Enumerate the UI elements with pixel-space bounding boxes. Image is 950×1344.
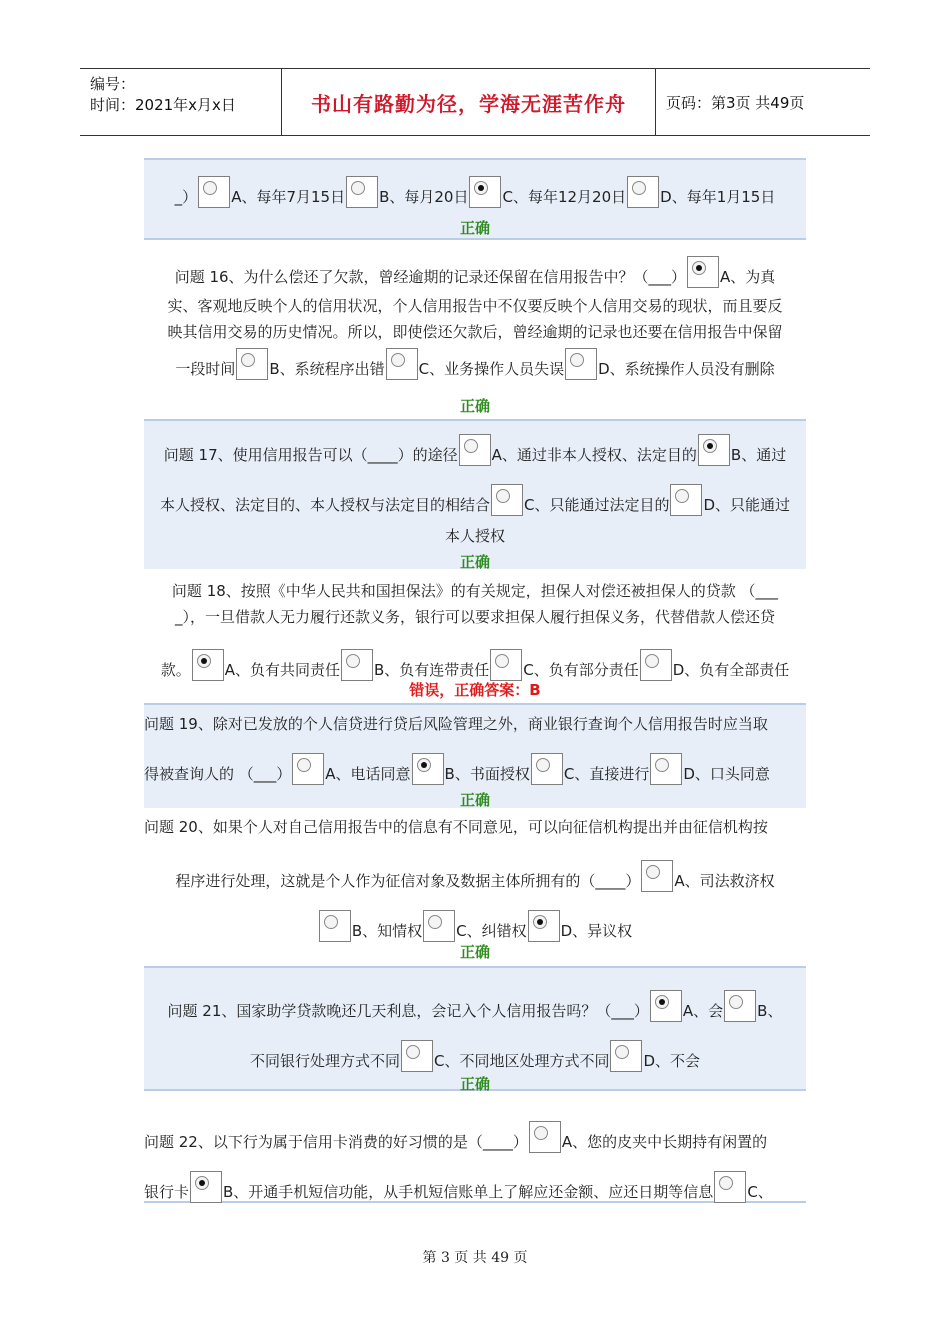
q16-option-b: B、系统程序出错 — [269, 360, 385, 378]
radio-q15-d[interactable] — [627, 176, 659, 208]
radio-q19-b[interactable] — [412, 753, 444, 785]
q15-option-c: C、每年12月20日 — [502, 188, 627, 206]
radio-q20-b[interactable] — [319, 910, 351, 942]
q21-line-2-text: 不同银行处理方式不同 — [249, 1052, 400, 1070]
q19-line-2-text: 得被查询人的 （___） — [144, 765, 292, 783]
q19-line-1: 问题 19、除对已发放的个人信贷进行贷后风险管理之外，商业银行查询个人信用报告时应当取 — [144, 715, 768, 733]
q20-line-1: 问题 20、如果个人对自己信用报告中的信息有不同意见，可以向征信机构提出并由征信机构按 — [144, 818, 768, 836]
radio-q21-a[interactable] — [650, 990, 682, 1022]
q21-option-b: B、 — [757, 1002, 783, 1020]
radio-q22-b[interactable] — [190, 1171, 222, 1203]
q20-option-d: D、异议权 — [560, 922, 633, 940]
q16-result: 正确 — [459, 397, 490, 415]
q18-result: 错误，正确答案：B — [409, 681, 541, 699]
radio-q20-d[interactable] — [528, 910, 560, 942]
q21-option-c: C、不同地区处理方式不同 — [433, 1052, 610, 1070]
q19-option-b: B、书面授权 — [444, 765, 530, 783]
radio-q17-a[interactable] — [459, 434, 491, 466]
q18-option-d: D、负有全部责任 — [672, 661, 790, 679]
q22-question-text: 问题 22、以下行为属于信用卡消费的好习惯的是（____） — [144, 1133, 528, 1151]
q17-option-b: B、通过 — [730, 446, 787, 464]
q20-line-3 — [144, 910, 806, 942]
q22-line-1 — [144, 1121, 806, 1153]
question-18 — [144, 572, 806, 702]
radio-q17-d[interactable] — [670, 484, 702, 516]
radio-q20-a[interactable] — [641, 860, 673, 892]
q18-line-3-text: 款。 — [160, 661, 191, 679]
q18-line-1: 问题 18、按照《中华人民共和国担保法》的有关规定，担保人对偿还被担保人的贷款 （___ — [171, 582, 779, 600]
q18-line-3 — [144, 649, 806, 681]
q15-prefix: _） — [174, 188, 198, 206]
doc-date-label: 时间：2021年x月x日 — [90, 96, 236, 114]
radio-q21-b[interactable] — [724, 990, 756, 1022]
question-17 — [144, 419, 806, 569]
q15-options-line — [144, 176, 806, 208]
q18-line-2: _），一旦借款人无力履行还款义务，银行可以要求担保人履行担保义务，代替借款人偿还贷 — [174, 608, 775, 626]
q17-question-text: 问题 17、使用信用报告可以（____）的途径 — [163, 446, 458, 464]
q17-option-a: A、通过非本人授权、法定目的 — [491, 446, 697, 464]
q16-question-text: 问题 16、为什么偿还了欠款，曾经逾期的记录还保留在信用报告中？（___） — [174, 268, 687, 286]
radio-q19-d[interactable] — [650, 753, 682, 785]
q15-option-b: B、每月20日 — [379, 188, 469, 206]
q22-option-b: B、开通手机短信功能，从手机短信账单上了解应还金额、应还日期等信息 — [223, 1183, 714, 1201]
q17-option-d: D、只能通过 — [703, 496, 791, 514]
radio-q18-c[interactable] — [490, 649, 522, 681]
q20-result: 正确 — [459, 943, 490, 961]
q21-option-d: D、不会 — [643, 1052, 701, 1070]
radio-q17-b[interactable] — [698, 434, 730, 466]
q17-option-c: C、只能通过法定目的 — [523, 496, 670, 514]
q22-option-c: C、 — [747, 1183, 773, 1201]
q18-option-c: C、负有部分责任 — [523, 661, 639, 679]
q16-line-2: 实、客观地反映个人的信用状况，个人信用报告中不仅要反映个人信用交易的现状，而且要反 — [167, 297, 783, 315]
q19-option-a: A、电话同意 — [325, 765, 411, 783]
q16-line-4 — [144, 348, 806, 380]
q18-option-a: A、负有共同责任 — [224, 661, 340, 679]
question-20 — [144, 810, 806, 965]
q17-line-2 — [144, 484, 806, 516]
q19-line-2 — [144, 753, 806, 785]
q21-question-text: 问题 21、国家助学贷款晚还几天利息，会记入个人信用报告吗？（___） — [167, 1002, 649, 1020]
radio-q16-a[interactable] — [687, 256, 719, 288]
q22-option-a: A、您的皮夹中长期持有闲置的 — [561, 1133, 768, 1151]
radio-q22-a[interactable] — [529, 1121, 561, 1153]
q15-result: 正确 — [459, 219, 490, 237]
radio-q21-c[interactable] — [401, 1040, 433, 1072]
q16-line-3: 映其信用交易的历史情况。所以，即使偿还欠款后，曾经逾期的记录也还要在信用报告中保留 — [167, 323, 783, 341]
q22-line-2-text: 银行卡 — [144, 1183, 190, 1201]
q16-option-d: D、系统操作人员没有删除 — [598, 360, 775, 378]
q19-option-c: C、直接进行 — [563, 765, 650, 783]
radio-q16-c[interactable] — [386, 348, 418, 380]
radio-q16-b[interactable] — [236, 348, 268, 380]
radio-q17-c[interactable] — [491, 484, 523, 516]
q17-line-1 — [144, 434, 806, 466]
q18-option-b: B、负有连带责任 — [373, 661, 490, 679]
q17-result: 正确 — [459, 553, 490, 571]
q20-line-2-text: 程序进行处理，这就是个人作为征信对象及数据主体所拥有的（____） — [175, 872, 641, 890]
q20-option-b: B、知情权 — [351, 922, 423, 940]
q21-line-2 — [144, 1040, 806, 1072]
q19-option-d: D、口头同意 — [683, 765, 770, 783]
q20-option-c: C、纠错权 — [456, 922, 527, 940]
q17-line-3: 本人授权 — [444, 527, 505, 545]
header-motto: 书山有路勤为径，学海无涯苦作舟 — [282, 69, 656, 135]
radio-q22-c[interactable] — [714, 1171, 746, 1203]
radio-q21-d[interactable] — [610, 1040, 642, 1072]
radio-q15-c[interactable] — [469, 176, 501, 208]
radio-q15-a[interactable] — [198, 176, 230, 208]
q21-option-a: A、会 — [682, 1002, 724, 1020]
q21-result: 正确 — [459, 1075, 490, 1093]
radio-q18-d[interactable] — [640, 649, 672, 681]
header-page-info: 页码：第3页 共49页 — [666, 93, 805, 112]
document-header — [80, 68, 870, 136]
q16-option-a: A、为真 — [720, 268, 776, 286]
radio-q18-b[interactable] — [341, 649, 373, 681]
q22-line-2 — [144, 1171, 806, 1203]
q16-line-4-text: 一段时间 — [175, 360, 236, 378]
q15-option-a: A、每年7月15日 — [231, 188, 346, 206]
question-15 — [144, 158, 806, 240]
q20-option-a: A、司法救济权 — [674, 872, 775, 890]
q20-line-2 — [144, 860, 806, 892]
q16-option-c: C、业务操作人员失误 — [418, 360, 565, 378]
question-19 — [144, 703, 806, 808]
header-meta — [80, 69, 282, 135]
q21-line-1 — [144, 990, 806, 1022]
radio-q20-c[interactable] — [423, 910, 455, 942]
q15-option-d: D、每年1月15日 — [660, 188, 776, 206]
radio-q16-d[interactable] — [565, 348, 597, 380]
question-21 — [144, 966, 806, 1091]
q19-result: 正确 — [459, 791, 490, 809]
radio-q18-a[interactable] — [192, 649, 224, 681]
radio-q15-b[interactable] — [346, 176, 378, 208]
page-footer: 第 3 页 共 49 页 — [422, 1250, 528, 1266]
question-16 — [144, 242, 806, 417]
q16-line-1 — [144, 256, 806, 288]
question-22 — [144, 1093, 806, 1203]
radio-q19-a[interactable] — [292, 753, 324, 785]
q17-line-2-text: 本人授权、法定目的、本人授权与法定目的相结合 — [159, 496, 490, 514]
doc-number-label: 编号： — [90, 75, 136, 93]
radio-q19-c[interactable] — [531, 753, 563, 785]
